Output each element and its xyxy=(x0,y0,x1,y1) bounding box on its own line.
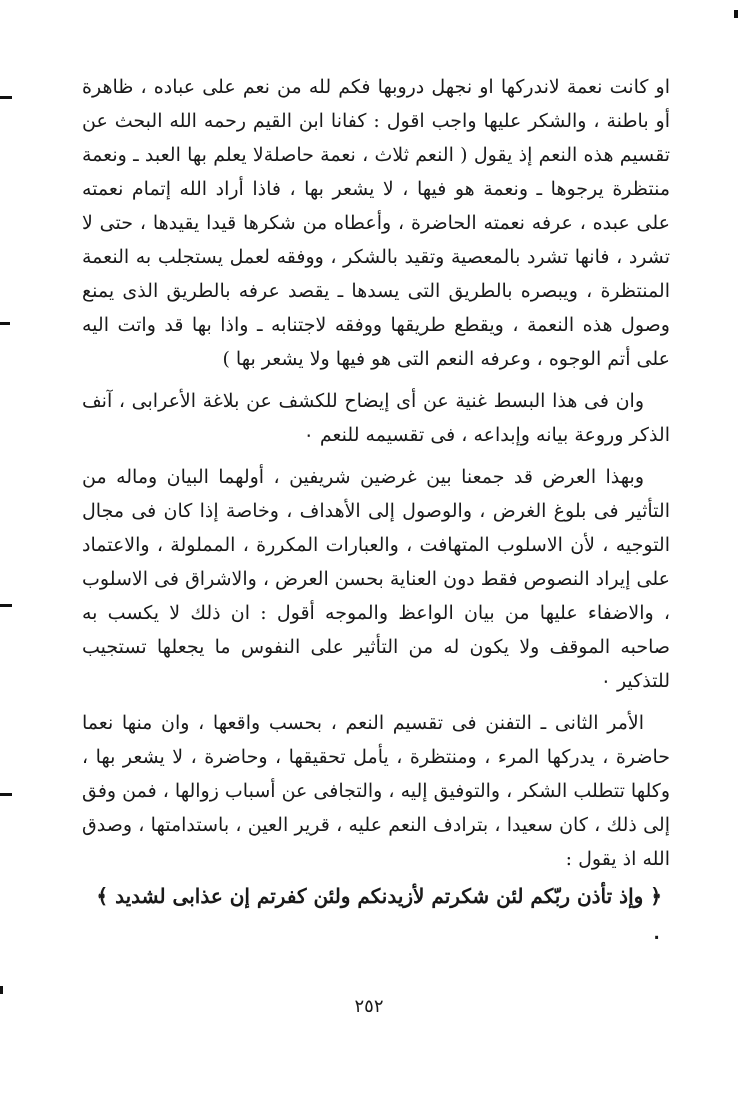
page-number: ٢٥٢ xyxy=(354,996,384,1017)
paragraph: وبهذا العرض قد جمعنا بين غرضين شريفين ، أولهما البيان وماله من التأثير فى بلوغ الغرض ، والوصول إلى الأهداف ، وخاصة إذا كان فى مجال التوجيه ، لأن الاسلوب المتهافت ، والعبارات المكررة ، المملولة ، والاعتماد على إيراد النصوص فقط دون العناية بحسن العرض ، والاشراق فى الاسلوب ، والاضفاء عليها من بيان الواعظ والموجه أقول : ان ذلك لا يكسب به صاحبه الموقف ولا يكون له من التأثير على النفوس ما يجعلها تستجيب للتذكير ٠ xyxy=(82,466,670,692)
margin-mark xyxy=(734,10,738,18)
margin-mark xyxy=(0,604,12,607)
paragraph: الأمر الثانى ـ التفنن فى تقسيم النعم ، بحسب واقعها ، وان منها نعما حاضرة ، يدركها المرء ، ومنتظرة ، يأمل تحقيقها ، وحاضرة ، لا يشعر بها ، وكلها تتطلب الشكر ، والتوفيق إليه ، والتجافى عن أسباب زوالها ، فمن وفق إلى ذلك ، كان سعيدا ، بترادف النعم عليه ، قرير العين ، باستدامتها ، وصدق الله اذ يقول : xyxy=(82,712,670,870)
margin-mark xyxy=(0,322,10,325)
paragraph: وان فى هذا البسط غنية عن أى إيضاح للكشف عن بلاغة الأعرابى ، آنف الذكر وروعة بيانه وإبداعه ، فى تقسيمه للنعم ٠ xyxy=(82,390,670,446)
quran-verse: ﴿ وإذ تأذن ربّكم لئن شكرتم لأزيدنكم ولئن كفرتم إن عذابى لشديد ﴾ ٠ xyxy=(96,884,662,948)
margin-mark xyxy=(0,96,12,99)
page-body xyxy=(82,70,670,956)
margin-mark xyxy=(0,986,3,994)
margin-mark xyxy=(0,793,12,796)
paragraph: او كانت نعمة لاندركها او نجهل دروبها فكم لله من نعم على عباده ، ظاهرة أو باطنة ، والشكر عليها واجب اقول : كفانا ابن القيم رحمه الله البحث عن تقسيم هذه النعم إذ يقول ( النعم ثلاث ، نعمة حاصلةلا يعلم بها العبد ـ ونعمة منتظرة يرجوها ـ ونعمة هو فيها ، لا يشعر بها ، فاذا أراد الله إتمام نعمته على عبده ، عرفه نعمته الحاضرة ، وأعطاه من شكرها قيدا يقيدها ، حتى لا تشرد ، فانها تشرد بالمعصية وتقيد بالشكر ، ووفقه لعمل يستجلب به النعمة المنتظرة ، ويبصره بالطريق التى يسدها ـ يقصد عرفه بالطريق الذى يمنع وصول هذه النعمة ، ويقطع طريقها ووفقه لاجتنابه ـ واذا بها قد واتت اليه على أتم الوجوه ، وعرفه النعم التى هو فيها ولا يشعر بها ) xyxy=(82,76,670,370)
